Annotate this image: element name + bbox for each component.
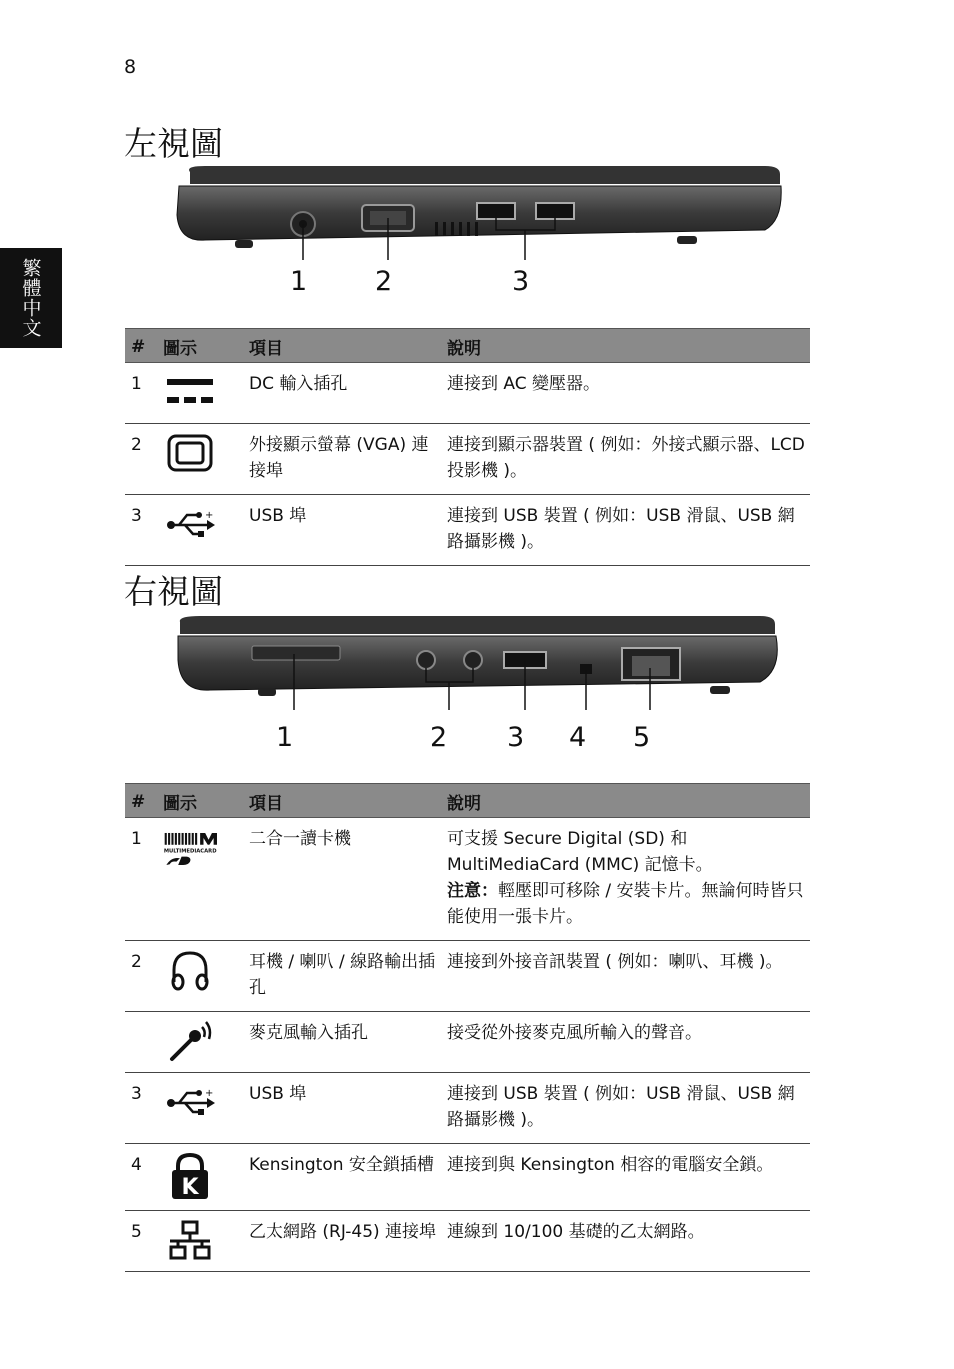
row-item: DC 輸入插孔 (245, 363, 443, 424)
header-icon: 圖示 (159, 784, 245, 818)
page-number: 8 (124, 56, 137, 78)
row-desc: 連接到 USB 裝置 ( 例如：USB 滑鼠、USB 網路攝影機 )。 (443, 1073, 810, 1144)
row-item: 二合一讀卡機 (245, 818, 443, 941)
callout-1: 1 (276, 722, 294, 753)
header-item: 項目 (245, 329, 443, 363)
language-tab-label: 繁體中文 (19, 258, 42, 338)
row-num: 3 (125, 495, 159, 566)
laptop-left-side-illustration (160, 160, 800, 260)
row-item: 麥克風輸入插孔 (245, 1012, 443, 1073)
row-num: 4 (125, 1144, 159, 1211)
headphones-icon (163, 949, 217, 991)
left-view-callouts (0, 266, 954, 306)
header-num: # (125, 784, 159, 818)
header-num: # (125, 329, 159, 363)
left-view-title: 左視圖 (124, 124, 223, 163)
callout-4: 4 (569, 722, 587, 753)
row-item: USB 埠 (245, 495, 443, 566)
note-label: 注意： (447, 881, 498, 901)
table-row (125, 1012, 810, 1073)
row-desc: 連接到 AC 變壓器。 (443, 363, 810, 424)
row-num: 1 (125, 363, 159, 424)
row-num: 3 (125, 1073, 159, 1144)
multimediacard-sd-icon (163, 826, 217, 872)
svg-text:+: + (205, 1088, 214, 1099)
row-item: 乙太網路 (RJ-45) 連接埠 (245, 1211, 443, 1272)
kensington-letter: K (181, 1175, 199, 1200)
row-item: USB 埠 (245, 1073, 443, 1144)
header-desc: 說明 (443, 329, 810, 363)
row-desc: 連接到顯示器裝置 ( 例如：外接式顯示器、LCD 投影機 )。 (443, 424, 810, 495)
header-icon: 圖示 (159, 329, 245, 363)
header-desc: 說明 (443, 784, 810, 818)
row-num: 1 (125, 818, 159, 941)
dc-in-icon (163, 371, 217, 413)
microphone-icon (163, 1020, 217, 1062)
table-row (125, 941, 810, 1012)
table-row (125, 363, 810, 424)
row-desc: 連接到與 Kensington 相容的電腦安全鎖。 (443, 1144, 810, 1211)
kensington-lock-icon (163, 1152, 217, 1200)
callout-2: 2 (430, 722, 448, 753)
note-text: 輕壓即可移除 / 安裝卡片。無論何時皆只能使用一張卡片。 (447, 881, 804, 927)
table-row (125, 818, 810, 941)
table-row (125, 495, 810, 566)
callout-3: 3 (512, 266, 530, 297)
table-header (125, 329, 810, 363)
row-desc: 連接到外接音訊裝置 ( 例如：喇叭、耳機 )。 (443, 941, 810, 1012)
row-desc (443, 818, 810, 941)
row-num (125, 1012, 159, 1073)
row-item: Kensington 安全鎖插槽 (245, 1144, 443, 1211)
callout-2: 2 (375, 266, 393, 297)
row-item: 耳機 / 喇叭 / 線路輸出插孔 (245, 941, 443, 1012)
table-row (125, 424, 810, 495)
row-num: 2 (125, 941, 159, 1012)
right-view-table (125, 783, 810, 1272)
row-item: 外接顯示螢幕 (VGA) 連接埠 (245, 424, 443, 495)
right-view-callouts (0, 722, 954, 762)
ethernet-icon (163, 1219, 217, 1261)
table-header (125, 784, 810, 818)
row-desc: 接受從外接麥克風所輸入的聲音。 (443, 1012, 810, 1073)
callout-5: 5 (633, 722, 651, 753)
usb-icon (163, 503, 217, 545)
vga-icon (163, 432, 217, 474)
row-desc-text: 可支援 Secure Digital (SD) 和 MultiMediaCard (MMC) 記憶卡。 (447, 829, 713, 875)
callout-3: 3 (507, 722, 525, 753)
usb-icon (163, 1081, 217, 1123)
table-row (125, 1211, 810, 1272)
table-row (125, 1073, 810, 1144)
svg-text:+: + (205, 510, 214, 521)
laptop-right-side-illustration (160, 610, 800, 710)
callout-1: 1 (290, 266, 308, 297)
table-row (125, 1144, 810, 1211)
mmc-caption: MULTIMEDIACARD (163, 848, 217, 855)
row-num: 5 (125, 1211, 159, 1272)
row-desc: 連接到 USB 裝置 ( 例如：USB 滑鼠、USB 網路攝影機 )。 (443, 495, 810, 566)
header-item: 項目 (245, 784, 443, 818)
row-desc: 連線到 10/100 基礎的乙太網路。 (443, 1211, 810, 1272)
row-num: 2 (125, 424, 159, 495)
right-view-title: 右視圖 (124, 572, 223, 611)
left-view-table (125, 328, 810, 566)
